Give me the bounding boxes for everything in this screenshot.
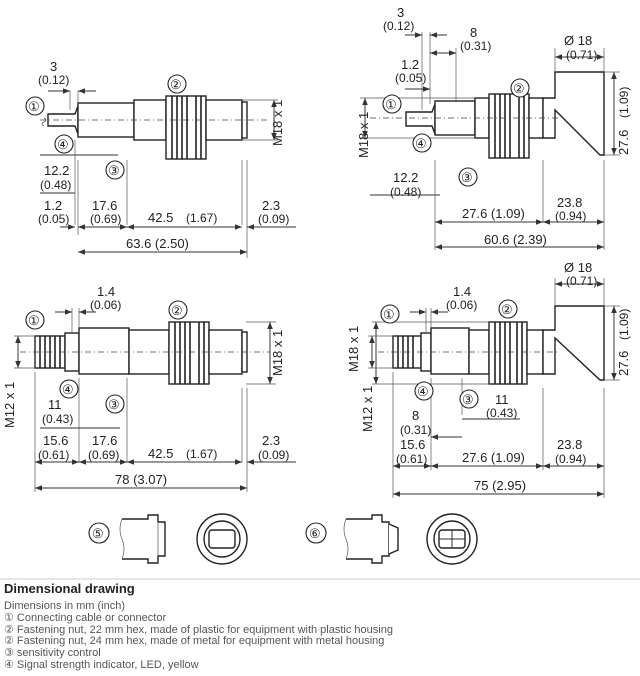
caption-item: ③ sensitivity control xyxy=(4,647,101,660)
marker-2: ② xyxy=(171,303,183,318)
dim-front-mm: 2.3 xyxy=(262,433,281,448)
dim-c8-in: (0.31) xyxy=(460,39,492,53)
dim-pot-mm: 17.6 xyxy=(92,433,118,448)
dim-step-in: (0.05) xyxy=(395,71,427,85)
dim-head-len-in: (0.94) xyxy=(555,452,587,466)
marker-1: ① xyxy=(28,313,40,328)
label-m18: M18 x 1 xyxy=(356,111,371,158)
dim-thread: 27.6 (1.09) xyxy=(462,450,525,465)
dim-thread-in: (1.67) xyxy=(186,211,218,225)
marker-5: ⑤ xyxy=(92,526,104,541)
dim-led-in: (0.48) xyxy=(40,178,72,192)
dim-led-mm: 12.2 xyxy=(44,163,70,178)
dim-cable-in: (0.12) xyxy=(38,73,70,87)
caption-separator xyxy=(0,578,640,580)
angled-head xyxy=(543,72,604,155)
dim-led-in: (0.48) xyxy=(390,185,422,199)
angled-head xyxy=(543,306,604,380)
marker-4: ④ xyxy=(57,137,69,152)
label-m18: M18 x 1 xyxy=(270,99,285,146)
dim-thread-in: (1.67) xyxy=(186,447,218,461)
caption-title: Dimensional drawing xyxy=(4,581,135,596)
caption-item: ② Fastening nut, 22 mm hex, made of plastic for equipment with plastic housing xyxy=(4,623,393,636)
rear-body xyxy=(431,328,469,374)
dim-front-in: (0.09) xyxy=(258,448,290,462)
dim-c8-in: (0.31) xyxy=(400,423,432,437)
detail-6 xyxy=(306,514,477,564)
dim-head-in: (1.09) xyxy=(617,86,631,118)
dim-cable-mm: 3 xyxy=(397,5,405,20)
caption-item: ② Fastening nut, 24 mm hex, made of metal for equipment with metal housing xyxy=(4,635,385,648)
marker-2: ② xyxy=(170,77,182,92)
marker-1: ① xyxy=(383,307,395,322)
marker-3: ③ xyxy=(461,170,473,185)
marker-6: ⑥ xyxy=(309,526,321,541)
dim-c8-mm: 8 xyxy=(412,408,420,423)
dim-total: 75 (2.95) xyxy=(474,478,527,493)
caption-item: ④ Signal strength indicator, LED, yellow xyxy=(4,658,199,671)
dim-conn-in: (0.61) xyxy=(38,448,70,462)
label-m18: M18 x 1 xyxy=(270,329,285,376)
dim-step-mm: 1.4 xyxy=(97,284,116,299)
dim-step-in: (0.06) xyxy=(90,298,122,312)
label-m18: M18 x 1 xyxy=(346,325,361,372)
dim-step-mm: 1.2 xyxy=(44,198,63,213)
cable xyxy=(406,104,435,134)
dim-conn-mm: 15.6 xyxy=(400,437,426,452)
marker-1: ① xyxy=(385,97,397,112)
marker-2: ② xyxy=(513,81,525,96)
detail-5-side xyxy=(122,515,165,563)
detail-5 xyxy=(89,514,247,564)
dim-front-mm: 2.3 xyxy=(262,198,281,213)
dim-dia-in: (0.71) xyxy=(566,274,598,288)
dim-c8-mm: 8 xyxy=(470,25,478,40)
view-straight-cable xyxy=(26,59,296,258)
caption-units: Dimensions in mm (inch) xyxy=(4,600,126,612)
view-angled-connector xyxy=(346,260,631,498)
dim-led-in: (0.43) xyxy=(486,406,518,420)
dim-led-mm: 11 xyxy=(48,397,62,412)
dim-total: 63.6 (2.50) xyxy=(126,236,189,251)
dim-thread: 27.6 (1.09) xyxy=(462,206,525,221)
dim-head-len-in: (0.94) xyxy=(555,209,587,223)
dim-total: 78 (3.07) xyxy=(115,472,168,487)
dim-thread-mm: 42.5 xyxy=(148,446,174,461)
dim-head-mm: 27.6 xyxy=(616,129,631,155)
dim-led-mm: 11 xyxy=(495,392,509,407)
label-m12: M12 x 1 xyxy=(2,381,17,428)
marker-2: ② xyxy=(501,302,513,317)
dim-head-in: (1.09) xyxy=(617,308,631,340)
dim-led-mm: 12.2 xyxy=(393,170,419,185)
dim-dia-in: (0.71) xyxy=(566,48,598,62)
dim-pot-in: (0.69) xyxy=(88,448,120,462)
dim-head-len-mm: 23.8 xyxy=(557,195,583,210)
dim-step-in: (0.05) xyxy=(38,212,70,226)
dim-conn-in: (0.61) xyxy=(396,452,428,466)
detail-6-side xyxy=(346,515,389,563)
marker-3: ③ xyxy=(462,392,474,407)
rear-body xyxy=(79,328,129,374)
dim-conn-mm: 15.6 xyxy=(43,433,69,448)
marker-1: ① xyxy=(28,99,40,114)
dim-dia-mm: Ø 18 xyxy=(564,33,593,48)
dim-thread-mm: 42.5 xyxy=(148,210,174,225)
marker-3: ③ xyxy=(108,163,120,178)
marker-4: ④ xyxy=(417,384,429,399)
marker-4: ④ xyxy=(415,136,427,151)
label-m12: M12 x 1 xyxy=(360,385,375,432)
caption-item: ① Connecting cable or connector xyxy=(4,611,167,624)
caption xyxy=(4,581,636,672)
dim-step-mm: 1.4 xyxy=(453,284,472,299)
marker-3: ③ xyxy=(108,397,120,412)
dim-front-in: (0.09) xyxy=(258,212,290,226)
dim-step-mm: 1.2 xyxy=(401,57,420,72)
dim-head-mm: 27.6 xyxy=(616,350,631,376)
dim-head-len-mm: 23.8 xyxy=(557,437,583,452)
view-straight-connector xyxy=(2,284,296,492)
dim-step-in: (0.06) xyxy=(446,298,478,312)
marker-4: ④ xyxy=(62,382,74,397)
dim-total: 60.6 (2.39) xyxy=(484,232,547,247)
dim-led-in: (0.43) xyxy=(42,412,74,426)
view-angled-cable xyxy=(356,5,631,250)
dim-cable-mm: 3 xyxy=(50,59,58,74)
dim-pot-in: (0.69) xyxy=(90,212,122,226)
dim-dia-mm: Ø 18 xyxy=(564,260,593,275)
dim-cable-in: (0.12) xyxy=(383,19,415,33)
dim-pot-mm: 17.6 xyxy=(92,198,118,213)
